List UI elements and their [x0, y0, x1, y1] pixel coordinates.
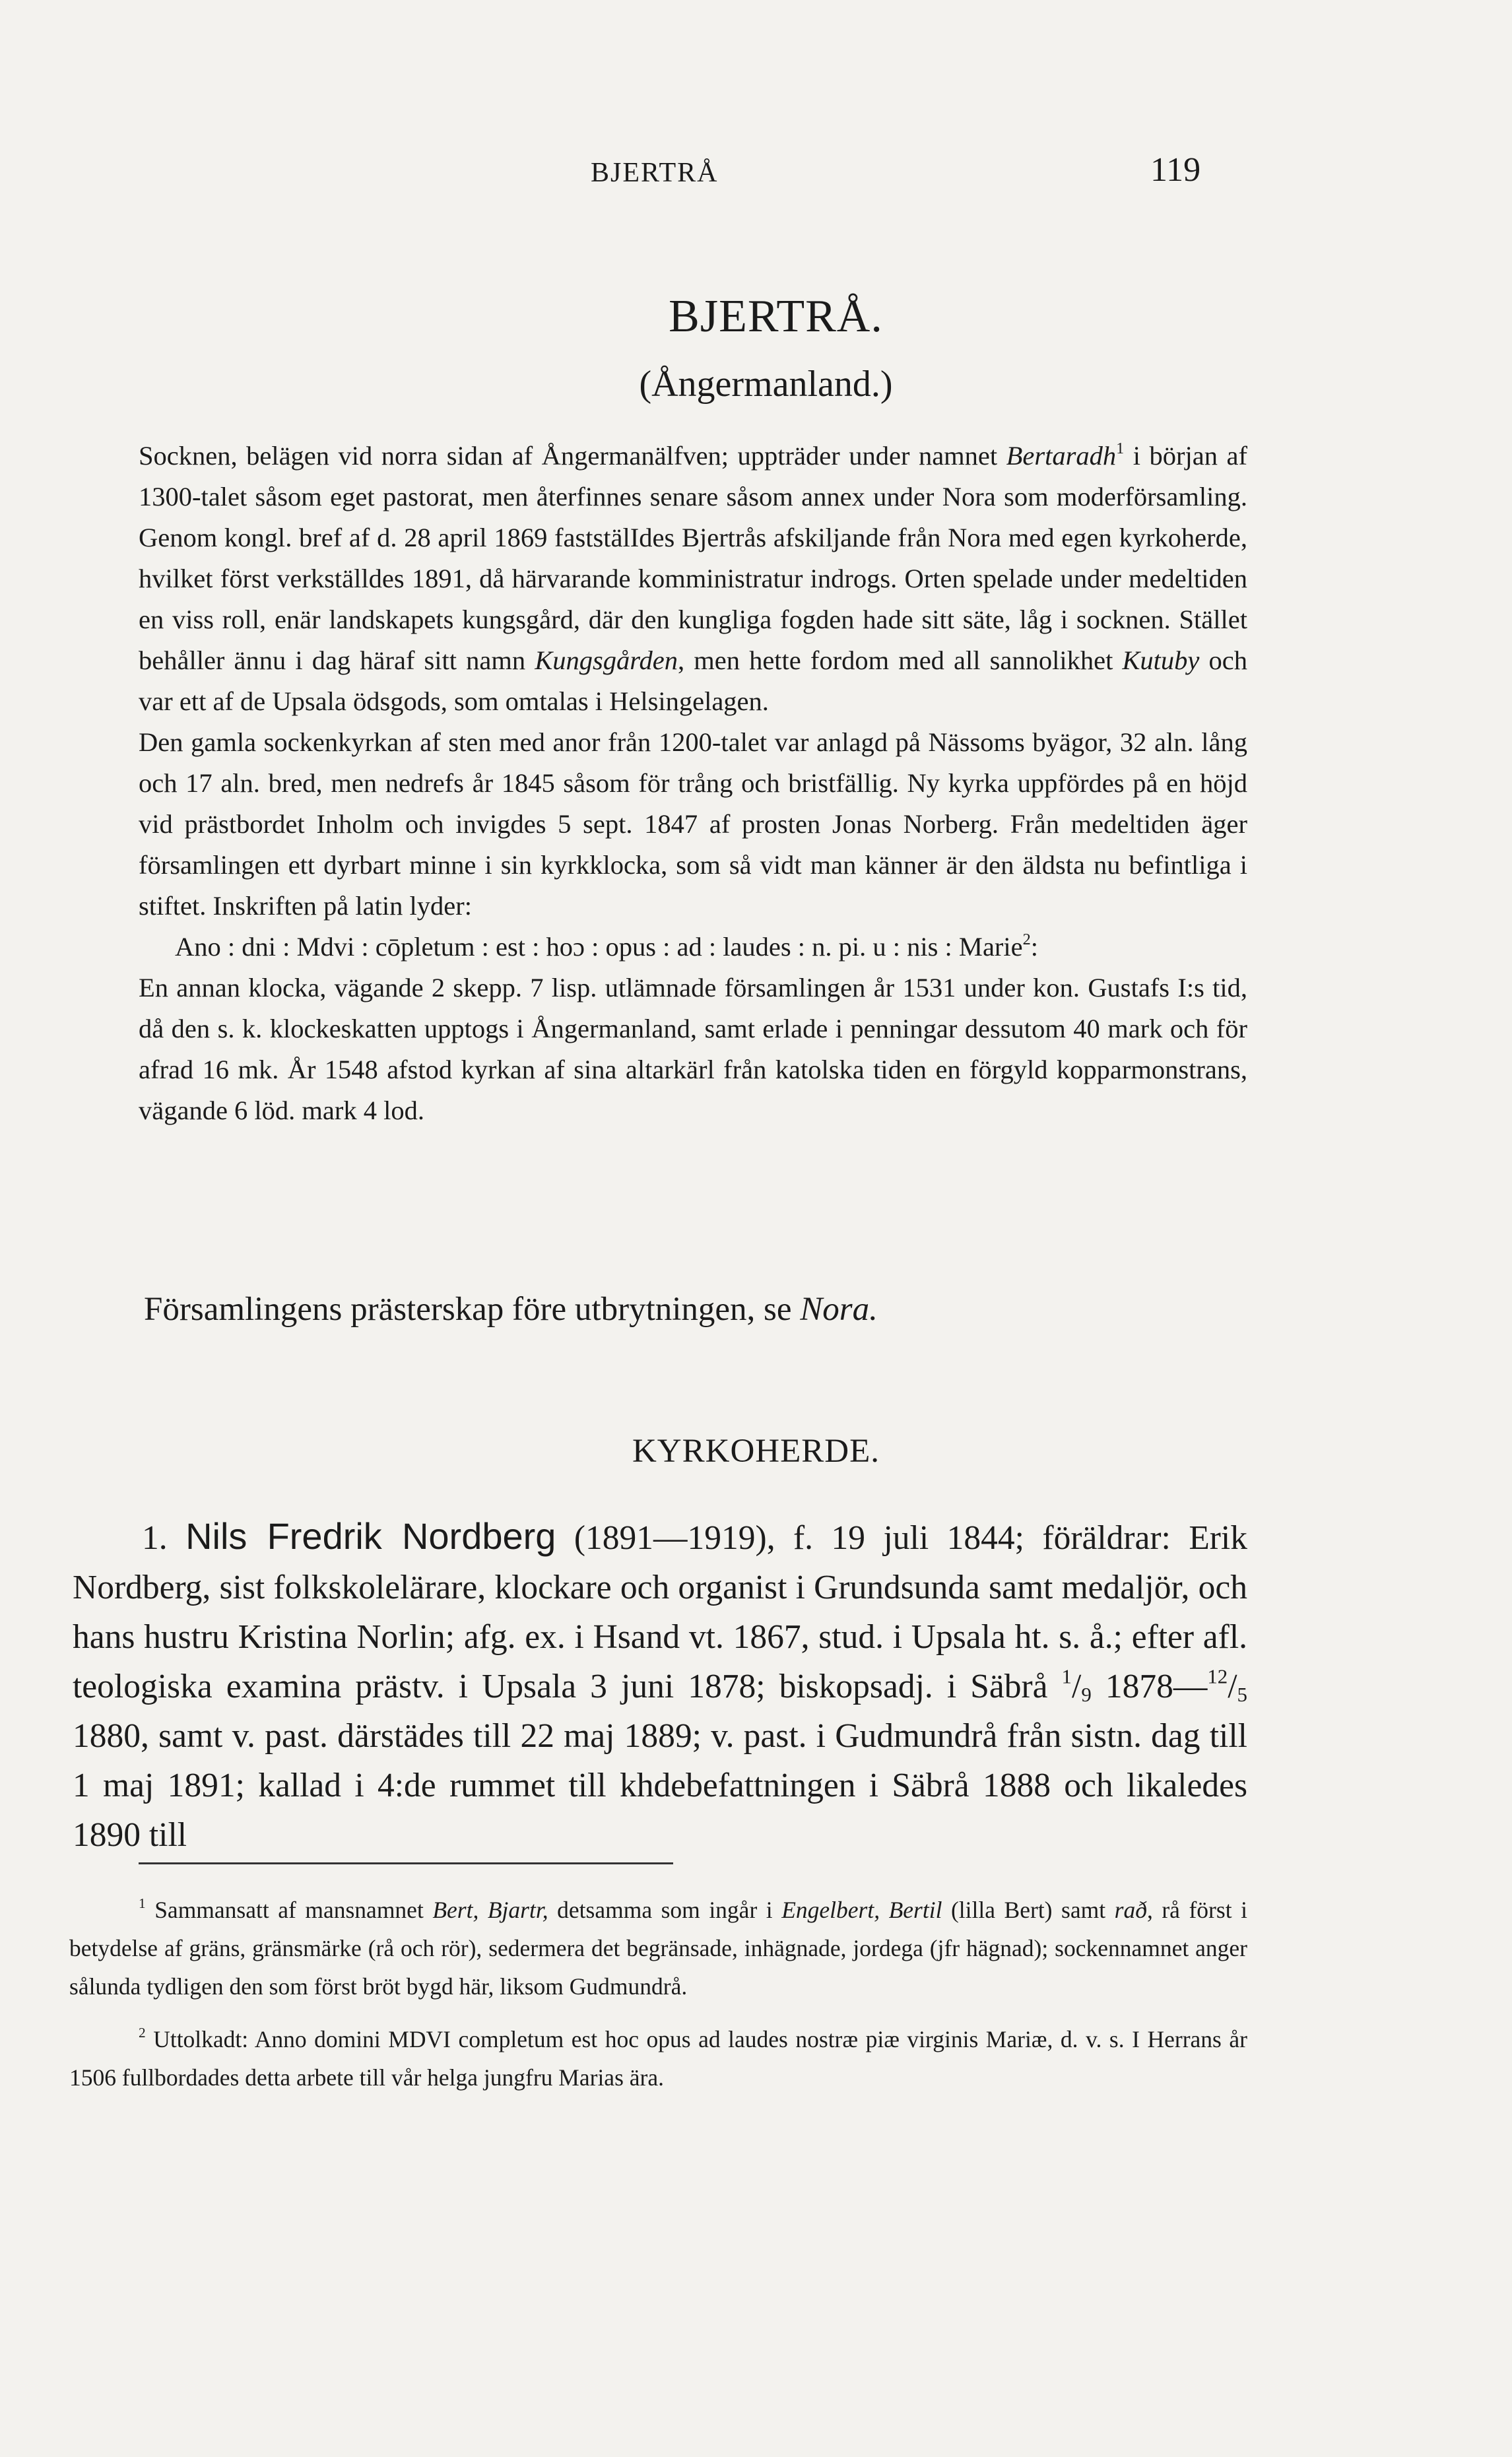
intro-text	[139, 436, 1247, 1131]
italic-name-bertaradh: Bertaradh	[1006, 441, 1117, 471]
running-head	[0, 150, 1512, 203]
parish-title: BJERTRÅ.	[669, 291, 883, 342]
text-run: 1880, samt v. past. därstädes till 22 maj 1889; v. past. i Gudmundrå från sistn. dag till 1 maj 1891; kallad i 4:de rummet till khdebefattningen i Säbrå 1888 och likaledes 1890 till	[73, 1717, 1247, 1854]
text-run: Uttolkadt: Anno domini MDVI completum est hoc opus ad laudes nostræ piæ virginis Mariæ, d. v. s. I Herrans år 1506 fullbordades detta arbete till vår helga jungfru Marias ära.	[69, 2026, 1247, 2091]
text-run: :	[1030, 932, 1039, 962]
text-run: , men hette fordom med all sannolikhet	[678, 645, 1123, 675]
text-run: Församlingens prästerskap före utbrytningen, se	[144, 1291, 801, 1328]
text-run: i början af 1300-talet såsom eget pastorat, men återfinnes senare såsom annex under Nora som moderförsamling. Genom kongl. bref af d. 28 april 1869 faststälIdes Bjertrås afskiljande från Nora med egen kyrkoherde, hvilket först verkställdes 1891, då härvarande komministratur indrogs. Orten spelade under medeltiden en viss roll, enär landskapets kungsgård, där den kungliga fogden hade sitt säte, låg i socknen. Stället behåller ännu i dag häraf sitt namn	[139, 441, 1247, 675]
page-number: 119	[1150, 151, 1201, 189]
italic-name-kutuby: Kutuby	[1122, 645, 1200, 675]
clergy-entry: 1. Nils Fredrik Nordberg (1891—1919), f. 19 juli 1844; föräldrar: Erik Nordberg, sist folkskolelärare, klockare och organist i Grundsunda samt medaljör, och hans hustru Kristina Norlin; afg. ex. i Hsand vt. 1867, stud. i Upsala ht. s. å.; efter afl. teologiska examina prästv. i Upsala 3 juni 1878; biskopsadj. i Säbrå $^1/_9$ $1878—^{12}/_5$ 1880, samt v. past. därstädes till 22 maj 1889; v. past. i Gudmundrå från sistn. dag till 1 maj 1891; kallad i 4:de rummet till khdebefattningen i Säbrå 1888 och likaledes 1890 till	[73, 1515, 1247, 1854]
section-title: KYRKOHERDE.	[632, 1433, 880, 1470]
fraction-numerator: 12	[1207, 1664, 1228, 1688]
text-run: Socknen, belägen vid norra sidan af Ångermanälfven; uppträder under namnet	[139, 441, 1006, 471]
italic-text: rað	[1114, 1897, 1147, 1923]
text-run: Sammansatt af mansnamnet	[145, 1897, 433, 1923]
fraction-denominator: 9	[1081, 1683, 1092, 1707]
text-run: , rå först i betydelse af gräns, gränsmärke (rå och rör), sedermera det begränsade, inhägnade, jordega (jfr hägnad); sockennamnet anger sålunda tydligen den som först bröt bygd här, liksom Gudmundrå.	[69, 1897, 1247, 2000]
paragraph-bells: En annan klocka, vägande 2 skepp. 7 lisp. utlämnade församlingen år 1531 under kon. Gustafs I:s tid, då den s. k. klockeskatten upptogs i Ångermanland, samt erlade i penningar dessutom 40 mark och för afrad 16 mk. År 1548 afstod kyrkan af sina altarkärl från katolska tiden en förgyld kopparmonstrans, vägande 6 löd. mark 4 lod.	[139, 973, 1247, 1125]
italic-text: Bert, Bjartr,	[432, 1897, 548, 1923]
footnote-divider	[139, 1862, 673, 1864]
entry-number: 1.	[142, 1519, 168, 1557]
text-run: detsamma som ingår i	[548, 1897, 782, 1923]
province-subtitle: (Ångermanland.)	[639, 364, 893, 405]
footnote-1	[69, 1891, 1247, 2006]
footnote-ref-2: 2	[1022, 931, 1031, 948]
inscription-text: Ano : dni : Mdvi : cōpletum : est : hoɔ : opus : ad : laudes : n. pi. u : nis : Marie	[175, 932, 1023, 962]
cross-reference-note	[144, 1290, 878, 1328]
italic-reference-nora: Nora.	[800, 1291, 878, 1328]
footnote-2	[69, 2020, 1247, 2097]
footnote-mark: 1	[139, 1895, 146, 1912]
chapter-heading	[0, 290, 1512, 405]
running-head-title: BJERTRÅ	[591, 158, 719, 188]
footnotes	[69, 1891, 1247, 2097]
text-run: 1878—	[1091, 1668, 1208, 1705]
bell-inscription	[139, 927, 1247, 967]
paragraph-church: Den gamla sockenkyrkan af sten med anor från 1200-talet var anlagd på Nässoms byägor, 32 aln. lång och 17 aln. bred, men nedrefs år 1845 såsom för trång och bristfällig. Ny kyrka uppfördes på en höjd vid prästbordet Inholm och invigdes 5 sept. 1847 af prosten Jonas Norberg. Från medeltiden äger församlingen ett dyrbart minne i sin kyrkklocka, som så vidt man känner är den äldsta nu befintliga i stiftet. Inskriften på latin lyder:	[139, 727, 1247, 921]
text-run: och var ett af de Upsala ödsgods, som omtalas i Helsingelagen.	[139, 645, 1247, 716]
text-run: (lilla Bert) samt	[942, 1897, 1115, 1923]
italic-name-kungsgarden: Kungsgården	[535, 645, 678, 675]
footnote-mark: 2	[139, 2025, 146, 2041]
paragraph-history	[139, 436, 1247, 722]
italic-text: Engelbert, Bertil	[781, 1897, 942, 1923]
fraction-denominator: 5	[1237, 1683, 1247, 1707]
entry-name: Nils Fredrik Nordberg	[185, 1515, 556, 1557]
fraction-numerator: 1	[1061, 1664, 1072, 1688]
text-run: (1891—1919), f. 19 juli 1844; föräldrar: Erik Nordberg, sist folkskolelärare, klockare och organist i Grundsunda samt medaljör, och hans hustru Kristina Norlin; afg. ex. i Hsand vt. 1867, stud. i Upsala ht. s. å.; efter afl. teologiska examina prästv. i Upsala 3 juni 1878; biskopsadj. i Säbrå	[73, 1519, 1247, 1705]
footnote-ref-1: 1	[1116, 440, 1125, 457]
